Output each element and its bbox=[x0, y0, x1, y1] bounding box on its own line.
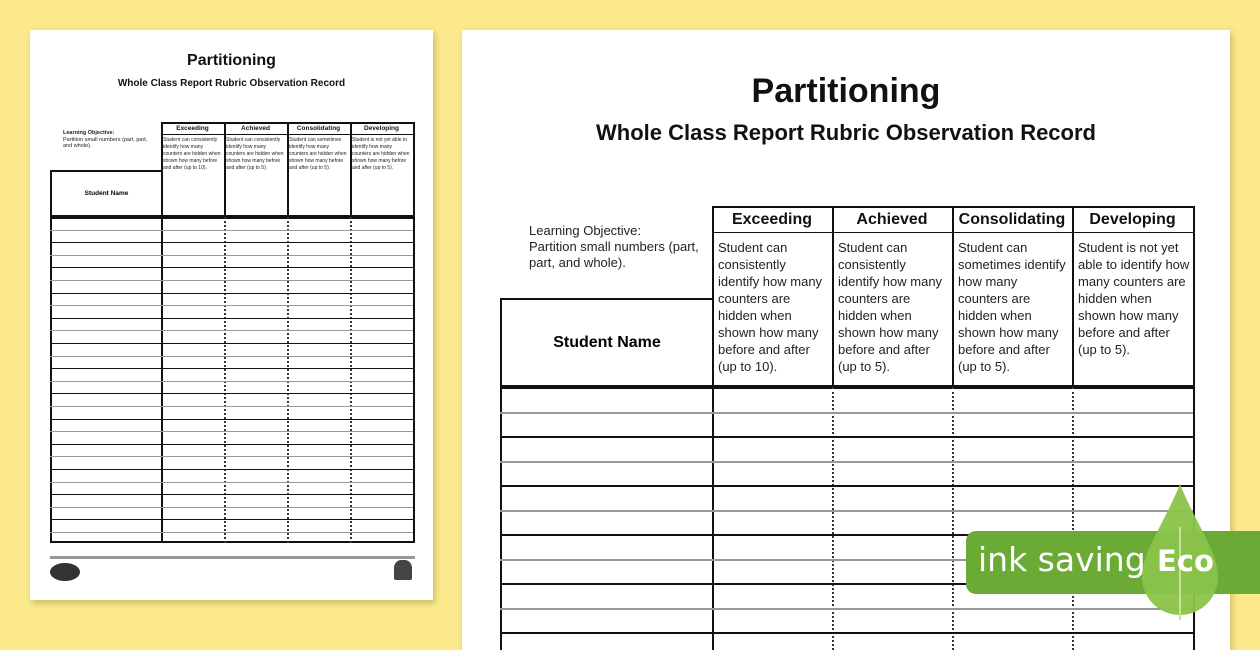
learning-objective bbox=[529, 223, 709, 271]
student-name-header bbox=[500, 298, 714, 387]
table-row[interactable] bbox=[500, 461, 1193, 463]
table-row[interactable] bbox=[50, 532, 413, 533]
table-row[interactable] bbox=[50, 393, 413, 394]
table-row[interactable] bbox=[50, 255, 413, 256]
doc-title: Partitioning bbox=[187, 52, 276, 69]
table-row[interactable] bbox=[50, 230, 413, 231]
table-row[interactable] bbox=[50, 482, 413, 483]
table-row[interactable] bbox=[500, 608, 1193, 610]
column-description: Student can consistently identify how many counters are hidden when shown how many before and after (up to 10). bbox=[718, 240, 823, 374]
table-row[interactable] bbox=[50, 406, 413, 407]
table-row[interactable] bbox=[50, 280, 413, 281]
column-header: Achieved bbox=[224, 122, 287, 135]
column-header: Achieved bbox=[832, 206, 952, 233]
table-row[interactable] bbox=[50, 456, 413, 457]
column-description: Student can consistently identify how many counters are hidden when shown how many before and after (up to 5). bbox=[838, 240, 943, 374]
column-divider bbox=[1072, 387, 1074, 650]
table-row[interactable] bbox=[500, 632, 1193, 634]
column-divider bbox=[952, 387, 954, 650]
table-row[interactable] bbox=[500, 412, 1193, 414]
column-description: Student can consistently identify how many counters are hidden when shown how many before and after (up to 10). bbox=[163, 137, 221, 171]
objective-text: Partition small numbers (part, part, and whole). bbox=[529, 239, 699, 270]
doc-subtitle: Whole Class Report Rubric Observation Record bbox=[596, 120, 1096, 145]
objective-text: Partition small numbers (part, part, and whole). bbox=[63, 136, 148, 149]
table-row[interactable] bbox=[50, 519, 413, 520]
table-row[interactable] bbox=[50, 293, 413, 294]
table-row[interactable] bbox=[50, 330, 413, 331]
ink-saving-label: ink saving bbox=[978, 540, 1146, 579]
learning-objective bbox=[63, 130, 155, 150]
table-row[interactable] bbox=[50, 431, 413, 432]
table-row[interactable] bbox=[50, 242, 413, 243]
column-description: Student is not yet able to identify how many counters are hidden when shown how many before and after (up to 5). bbox=[1078, 240, 1190, 357]
table-row[interactable] bbox=[500, 485, 1193, 487]
seal-icon bbox=[394, 560, 412, 580]
logo-icon bbox=[50, 563, 80, 581]
eco-label: Eco bbox=[1157, 544, 1214, 578]
doc-title: Partitioning bbox=[751, 72, 941, 110]
column-description: Student can sometimes identify how many counters are hidden when shown how many before and after (up to 5). bbox=[958, 240, 1066, 374]
document-preview-small bbox=[30, 30, 433, 600]
table-row[interactable] bbox=[50, 356, 413, 357]
column-header: Developing bbox=[350, 122, 413, 135]
table-row[interactable] bbox=[50, 444, 413, 445]
table-row[interactable] bbox=[50, 318, 413, 319]
footer-divider bbox=[50, 556, 415, 559]
column-divider bbox=[832, 387, 834, 650]
column-description: Student is not yet able to identify how many counters are hidden when shown how many before and after (up to 5). bbox=[352, 137, 410, 171]
table-row[interactable] bbox=[50, 469, 413, 470]
column-header: Exceeding bbox=[161, 122, 224, 135]
column-description: Student can consistently identify how many counters are hidden when shown how many before and after (up to 5). bbox=[226, 137, 284, 171]
student-name-header bbox=[50, 170, 163, 217]
column-description: Student can sometimes identify how many counters are hidden when shown how many before and after (up to 5). bbox=[289, 137, 347, 171]
column-header: Developing bbox=[1072, 206, 1193, 233]
student-name-label: Student Name bbox=[553, 333, 661, 351]
table-row[interactable] bbox=[50, 267, 413, 268]
table-row[interactable] bbox=[50, 419, 413, 420]
student-rows bbox=[500, 387, 1195, 650]
objective-label: Learning Objective: bbox=[529, 223, 642, 238]
column-header: Consolidating bbox=[952, 206, 1072, 233]
table-row[interactable] bbox=[500, 510, 1193, 512]
student-name-label: Student Name bbox=[84, 190, 129, 197]
column-header: Exceeding bbox=[712, 206, 832, 233]
table-row[interactable] bbox=[50, 507, 413, 508]
table-row[interactable] bbox=[500, 436, 1193, 438]
table-row[interactable] bbox=[50, 494, 413, 495]
doc-subtitle: Whole Class Report Rubric Observation Record bbox=[117, 78, 346, 89]
table-row[interactable] bbox=[50, 368, 413, 369]
table-row[interactable] bbox=[50, 381, 413, 382]
table-row[interactable] bbox=[50, 343, 413, 344]
objective-label: Learning Objective: bbox=[63, 130, 115, 136]
column-divider bbox=[712, 387, 714, 650]
table-row[interactable] bbox=[50, 305, 413, 306]
column-header: Consolidating bbox=[287, 122, 350, 135]
